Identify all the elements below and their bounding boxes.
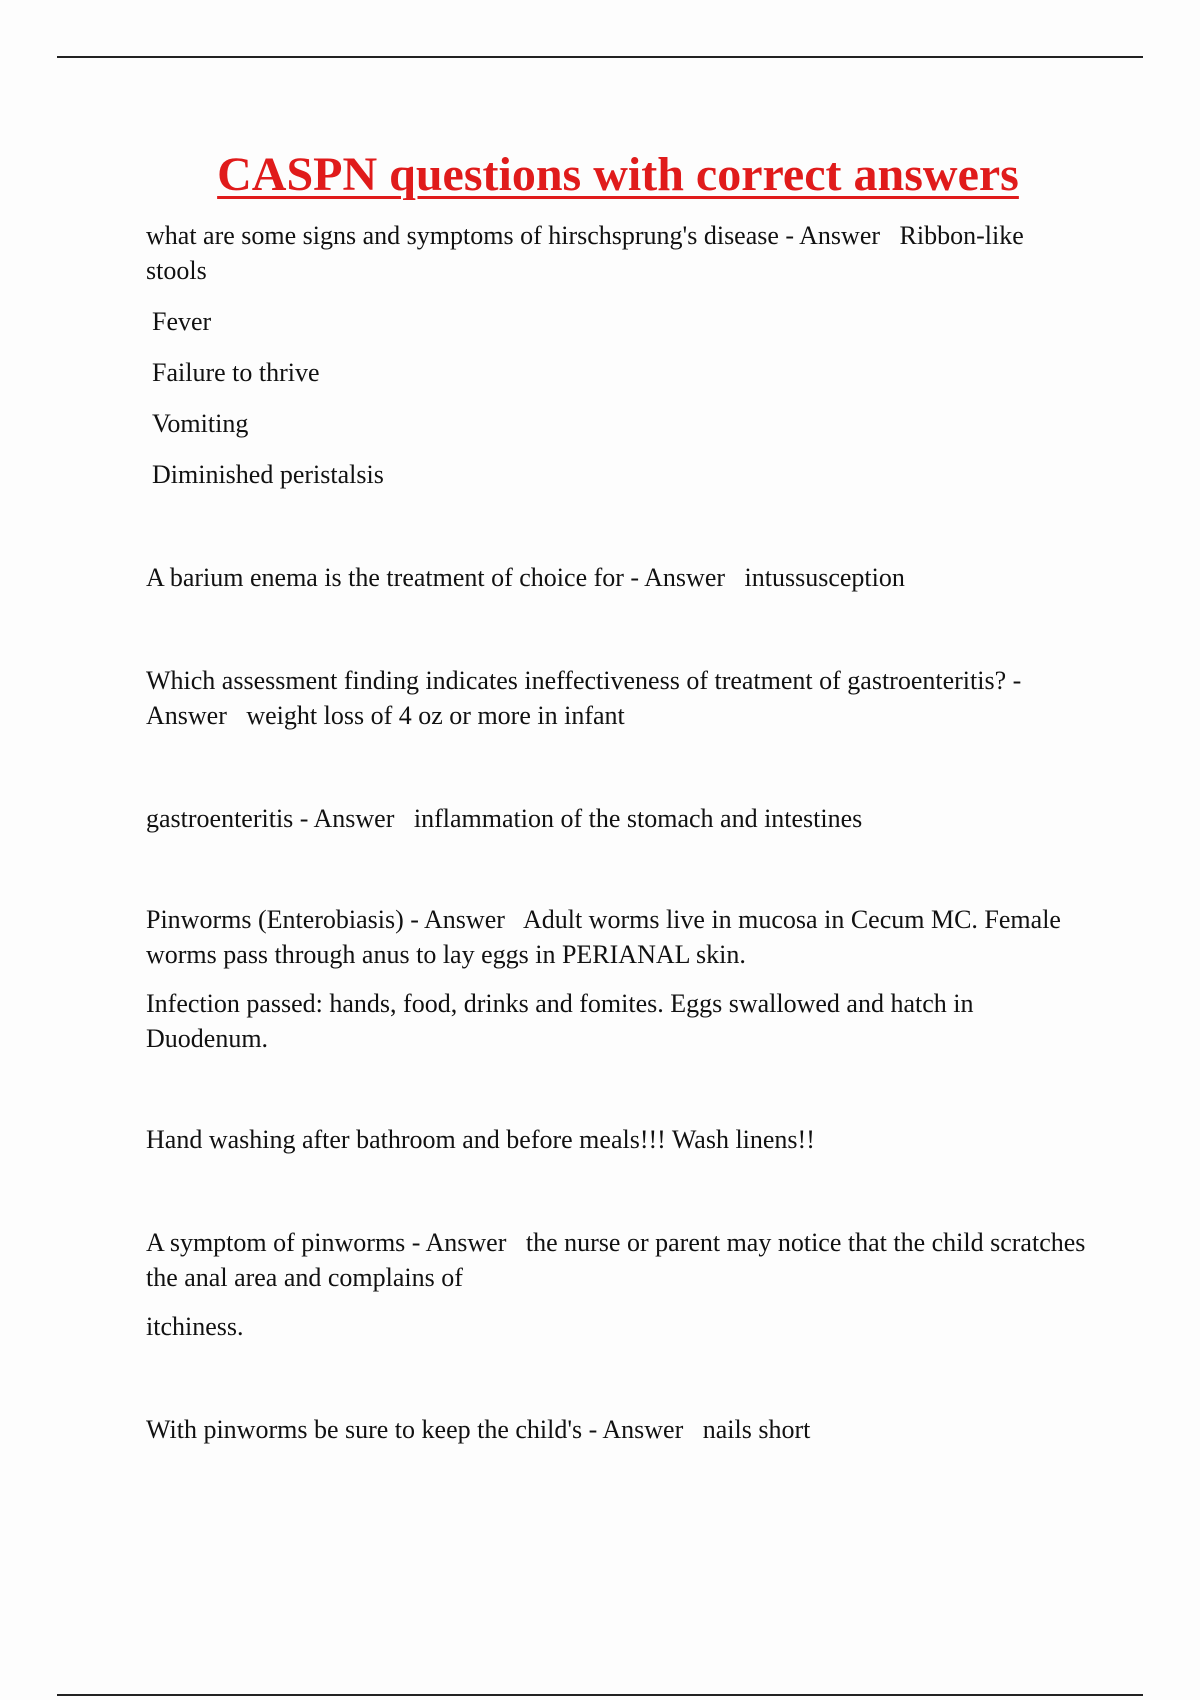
- entry-1-list-item: Vomiting: [152, 409, 249, 438]
- footer-rule: [57, 1694, 1143, 1696]
- header-rule: [57, 56, 1143, 58]
- document-title: CASPN questions with correct answers: [217, 148, 1019, 201]
- entry-1-list-item: Diminished peristalsis: [152, 460, 384, 489]
- entry-1-question: what are some signs and symptoms of hirschsprung's disease - Answer Ribbon-like stools: [146, 221, 1031, 285]
- entry-6: Hand washing after bathroom and before meals!!! Wash linens!!: [146, 1125, 815, 1154]
- entry-1-list-item: Fever: [152, 307, 212, 336]
- document-body: [146, 218, 1092, 1447]
- entry-7-paragraph: itchiness.: [146, 1312, 244, 1341]
- entry-2: A barium enema is the treatment of choice for - Answer intussusception: [146, 563, 905, 592]
- entry-1-list-item: Failure to thrive: [152, 358, 320, 387]
- entry-4: gastroenteritis - Answer inflammation of the stomach and intestines: [146, 804, 863, 833]
- entry-3: Which assessment finding indicates ineffectiveness of treatment of gastroenteritis? - Answer weight loss of 4 oz or more in infant: [146, 666, 1027, 730]
- entry-5-paragraph: Infection passed: hands, food, drinks and fomites. Eggs swallowed and hatch in Duodenum.: [146, 989, 980, 1053]
- entry-8: With pinworms be sure to keep the child's - Answer nails short: [146, 1415, 811, 1444]
- entry-7-paragraph: A symptom of pinworms - Answer the nurse or parent may notice that the child scratches the anal area and complains of: [146, 1228, 1092, 1292]
- entry-5-paragraph: Pinworms (Enterobiasis) - Answer Adult worms live in mucosa in Cecum MC. Female worms pass through anus to lay eggs in PERIANAL skin.: [146, 905, 1068, 969]
